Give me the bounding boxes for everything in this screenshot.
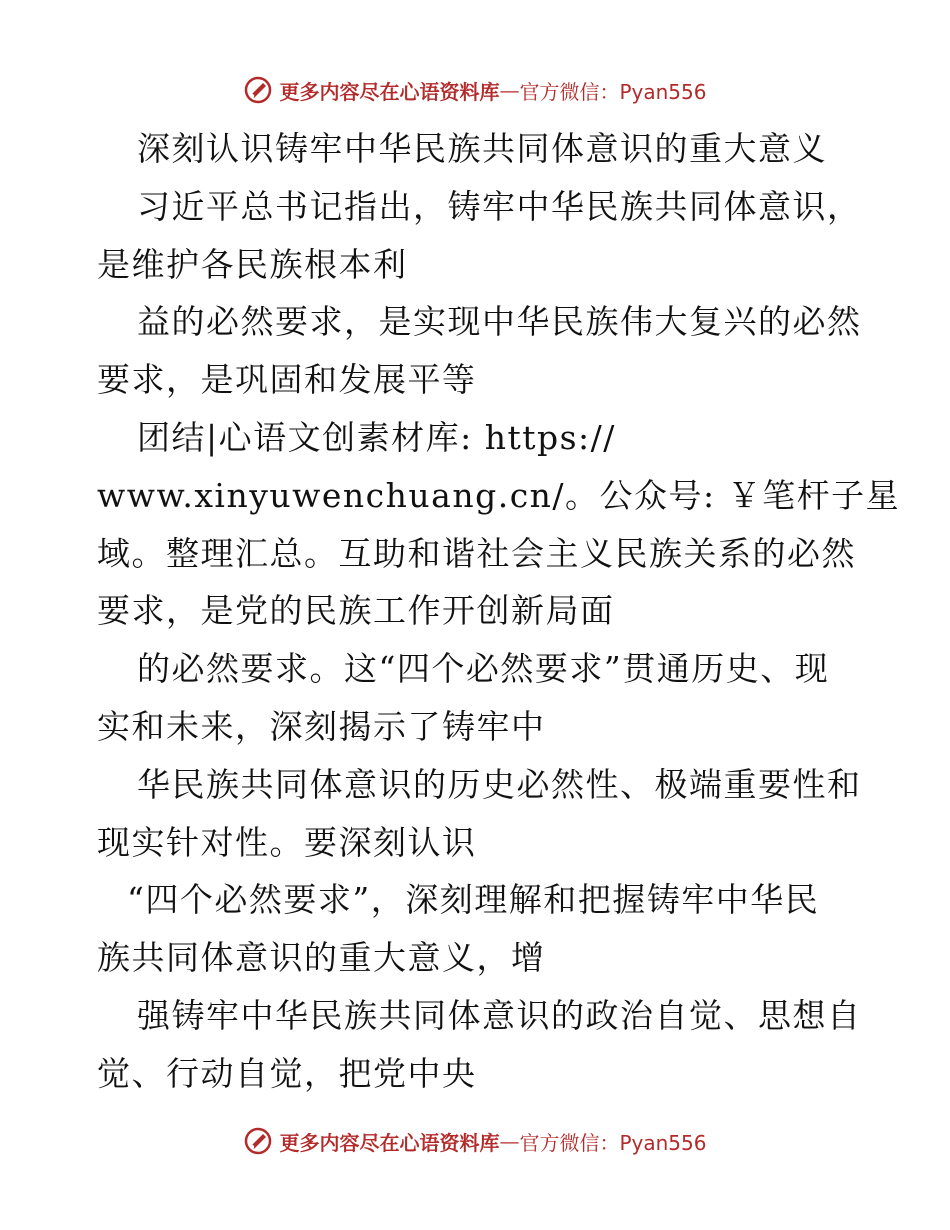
paragraph-line: 要求，是巩固和发展平等 — [97, 360, 477, 400]
document-title: 深刻认识铸牢中华民族共同体意识的重大意义 — [137, 129, 827, 168]
banner-main-text: 更多内容尽在心语资料库 — [279, 79, 500, 104]
logo-icon — [243, 75, 273, 105]
banner-main-text: 更多内容尽在心语资料库 — [279, 1130, 500, 1155]
paragraph-line: 现实针对性。要深刻认识 — [97, 822, 477, 862]
banner-separator: — — [499, 78, 520, 102]
paragraph-line: 觉、行动自觉，把党中央 — [97, 1053, 477, 1093]
paragraph-line: 华民族共同体意识的历史必然性、极端重要性和 — [137, 764, 862, 804]
paragraph-line: 益的必然要求，是实现中华民族伟大复兴的必然 — [137, 302, 862, 342]
paragraph-line: 团结|心语文创素材库: https:// — [137, 417, 616, 457]
document-body — [97, 120, 901, 1103]
paragraph-line: 域。整理汇总。互助和谐社会主义民族关系的必然 — [97, 533, 856, 573]
paragraph-line: “四个必然要求”，深刻理解和把握铸牢中华民 — [127, 880, 820, 920]
banner-wechat-text: 官方微信：Pyan556 — [519, 1130, 707, 1155]
paragraph-line: www.xinyuwenchuang.cn/。公众号: ￥笔杆子星 — [97, 475, 901, 515]
paragraph-line: 的必然要求。这“四个必然要求”贯通历史、现 — [137, 649, 830, 689]
paragraph-line: 强铸牢中华民族共同体意识的政治自觉、思想自 — [137, 995, 862, 1035]
paragraph-line: 要求，是党的民族工作开创新局面 — [97, 591, 615, 631]
paragraph-line: 实和未来，深刻揭示了铸牢中 — [97, 706, 546, 746]
logo-icon — [243, 1126, 273, 1156]
paragraph-line: 是维护各民族根本利 — [97, 244, 408, 284]
paragraph-line: 习近平总书记指出，铸牢中华民族共同体意识， — [137, 186, 862, 226]
header-banner — [0, 70, 950, 110]
paragraph-line: 族共同体意识的重大意义，增 — [97, 938, 546, 978]
banner-separator: — — [499, 1129, 520, 1153]
banner-wechat-text: 官方微信：Pyan556 — [519, 79, 707, 104]
footer-banner — [0, 1121, 950, 1161]
